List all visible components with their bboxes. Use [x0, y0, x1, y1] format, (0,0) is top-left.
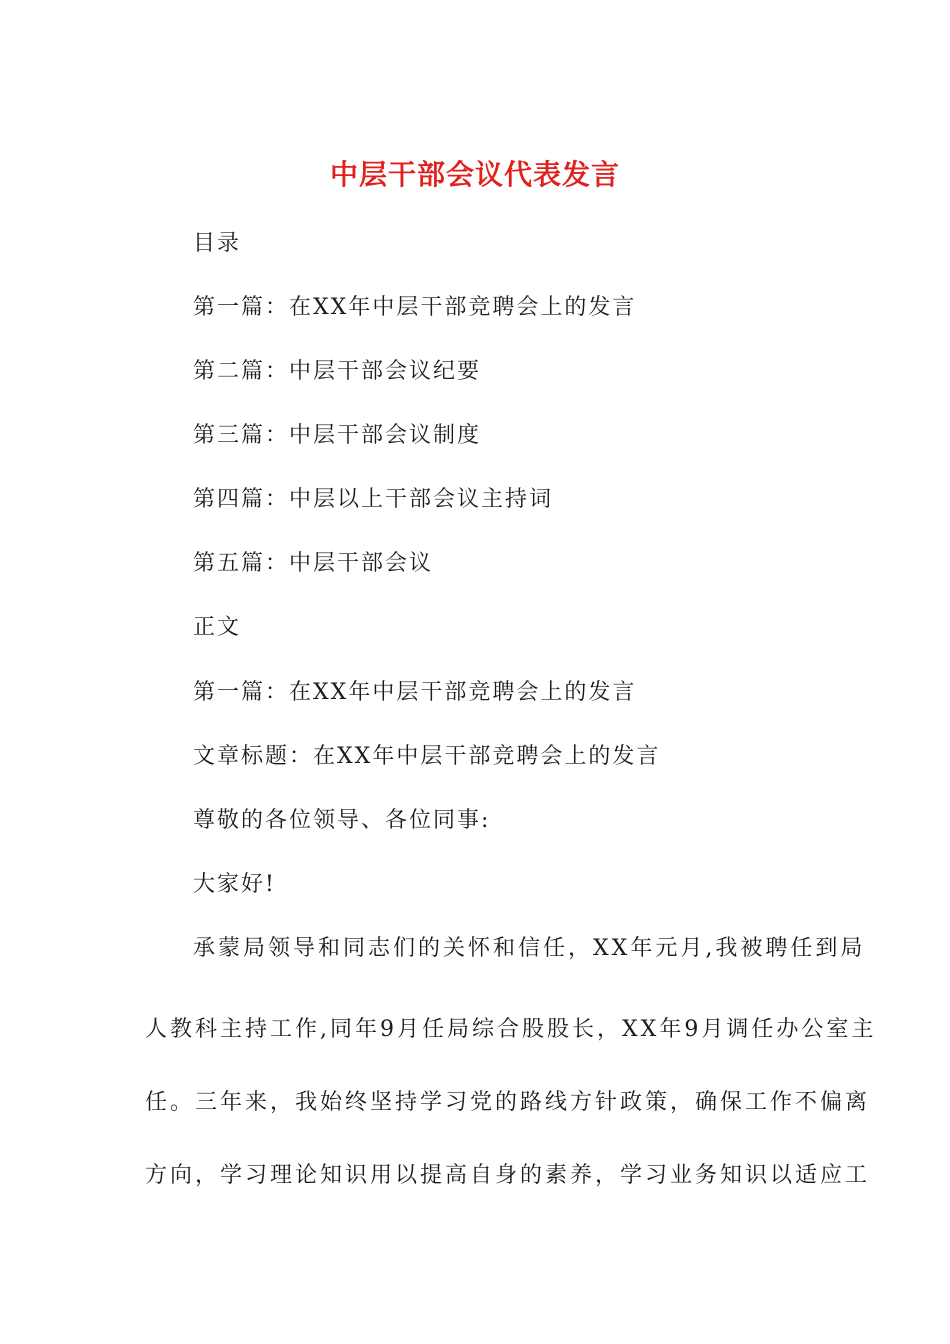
paragraph-line-1: 承蒙局领导和同志们的关怀和信任，XX年元月,我被聘任到局: [193, 936, 866, 961]
paragraph-line-3: 任。三年来，我始终坚持学习党的路线方针政策，确保工作不偏离: [145, 1090, 871, 1115]
paragraph-line-4: 方向，学习理论知识用以提高自身的素养，学习业务知识以适应工: [145, 1163, 871, 1188]
toc-heading: 目录: [193, 231, 242, 256]
toc-item-2: 第二篇：中层干部会议纪要: [193, 359, 482, 384]
article-title: 文章标题：在XX年中层干部竞聘会上的发言: [193, 744, 661, 769]
toc-item-4: 第四篇：中层以上干部会议主持词: [193, 487, 554, 512]
section-title: 第一篇：在XX年中层干部竞聘会上的发言: [193, 680, 637, 705]
salutation: 尊敬的各位领导、各位同事:: [193, 808, 491, 833]
paragraph-line-2: 人教科主持工作,同年9月任局综合股股长，XX年9月调任办公室主: [145, 1017, 877, 1042]
greeting: 大家好!: [193, 872, 276, 897]
toc-item-1: 第一篇：在XX年中层干部竞聘会上的发言: [193, 295, 637, 320]
body-heading: 正文: [193, 615, 242, 640]
toc-item-3: 第三篇：中层干部会议制度: [193, 423, 482, 448]
toc-item-5: 第五篇：中层干部会议: [193, 551, 434, 576]
document-title: 中层干部会议代表发言: [329, 158, 620, 191]
